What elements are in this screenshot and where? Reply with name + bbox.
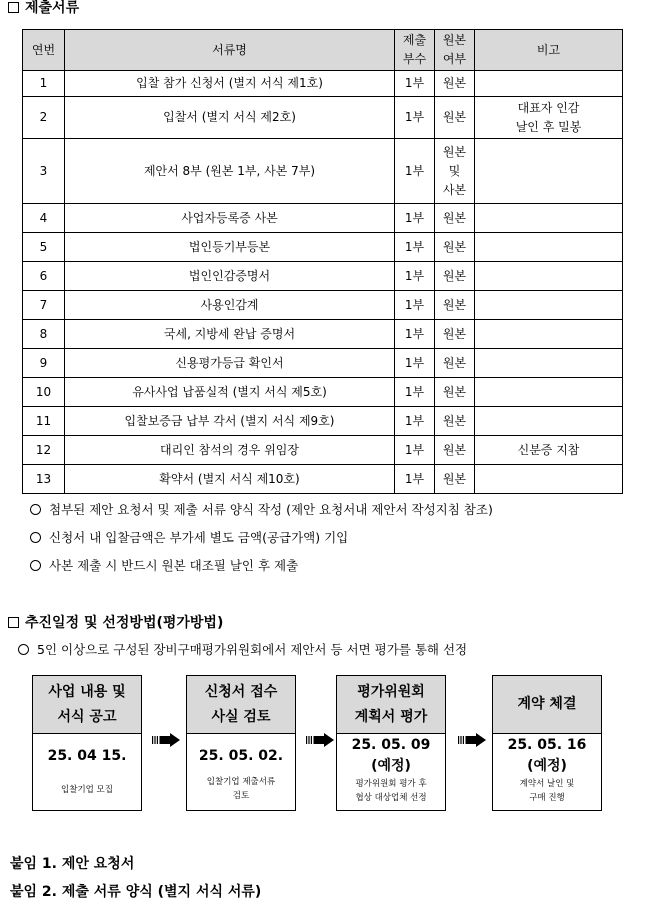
table-row: 1 입찰 참가 신청서 (별지 서식 제1호) 1부 원본 <box>23 71 623 97</box>
selection-method-text: 5인 이상으로 구성된 장비구매평가위원회에서 제안서 등 서면 평가를 통해 선정 <box>18 640 467 658</box>
circle-bullet-icon <box>30 504 41 515</box>
flow-step-evaluation: 평가위원회 계획서 평가 25. 05. 09 (예정) 평가위원회 평가 후 협상 대상업체 선정 <box>336 675 446 811</box>
table-row: 9 신용평가등급 확인서 1부 원본 <box>23 349 623 378</box>
table-row: 6 법인인감증명서 1부 원본 <box>23 262 623 291</box>
flow-step-contract: 계약 체결 25. 05. 16 (예정) 계약서 날인 및 구매 진행 <box>492 675 602 811</box>
attachment-2: 붙임 2. 제출 서류 양식 (별지 서식 서류) <box>10 884 262 900</box>
section-title-documents: 제출서류 <box>8 0 79 17</box>
header-no: 연번 <box>23 30 65 71</box>
arrow-right-icon <box>152 733 180 747</box>
arrow-right-icon <box>458 733 486 747</box>
circle-bullet-icon <box>18 644 29 655</box>
attachment-1: 붙임 1. 제안 요청서 <box>10 856 135 872</box>
checkbox-square-icon <box>8 2 19 13</box>
table-row: 3 제안서 8부 (원본 1부, 사본 7부) 1부 원본 및 사본 <box>23 139 623 204</box>
table-row: 10 유사사업 납품실적 (별지 서식 제5호) 1부 원본 <box>23 378 623 407</box>
table-row: 5 법인등기부등본 1부 원본 <box>23 233 623 262</box>
flow-step-announcement: 사업 내용 및 서식 공고 25. 04 15. 입찰기업 모집 <box>32 675 142 811</box>
flow-step-application: 신청서 접수 사실 검토 25. 05. 02. 입찰기업 제출서류 검토 <box>186 675 296 811</box>
header-note: 비고 <box>475 30 623 71</box>
notes-list <box>30 499 493 583</box>
header-copies: 제출 부수 <box>395 30 435 71</box>
list-item: 첨부된 제안 요청서 및 제출 서류 양식 작성 (제안 요청서내 제안서 작성지침 참조) <box>30 499 493 527</box>
list-item: 신청서 내 입찰금액은 부가세 별도 금액(공급가액) 기입 <box>30 527 493 555</box>
circle-bullet-icon <box>30 560 41 571</box>
documents-table <box>22 29 623 494</box>
table-row: 11 입찰보증금 납부 각서 (별지 서식 제9호) 1부 원본 <box>23 407 623 436</box>
table-row: 12 대리인 참석의 경우 위임장 1부 원본 신분증 지참 <box>23 436 623 465</box>
circle-bullet-icon <box>30 532 41 543</box>
section-title-schedule: 추진일정 및 선정방법(평가방법) <box>8 612 223 632</box>
header-name: 서류명 <box>65 30 395 71</box>
table-row: 4 사업자등록증 사본 1부 원본 <box>23 204 623 233</box>
arrow-right-icon <box>306 733 334 747</box>
table-header-row <box>23 30 623 71</box>
table-row: 13 확약서 (별지 서식 제10호) 1부 원본 <box>23 465 623 494</box>
table-row: 2 입찰서 (별지 서식 제2호) 1부 원본 대표자 인감 날인 후 밀봉 <box>23 97 623 139</box>
header-original: 원본 여부 <box>435 30 475 71</box>
table-row: 7 사용인감계 1부 원본 <box>23 291 623 320</box>
table-row: 8 국세, 지방세 완납 증명서 1부 원본 <box>23 320 623 349</box>
checkbox-square-icon <box>8 617 19 628</box>
list-item: 사본 제출 시 반드시 원본 대조필 날인 후 제출 <box>30 555 493 583</box>
